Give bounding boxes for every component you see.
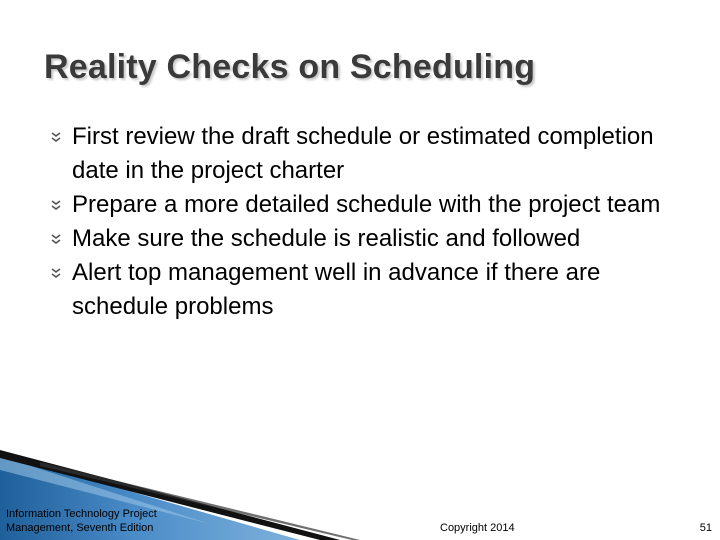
footer-source: Information Technology Project Management, Seventh Edition: [6, 508, 157, 534]
bullet-item: [50, 222, 690, 256]
slide-title: Reality Checks on Scheduling: [44, 48, 536, 86]
bullet-item: [50, 256, 690, 324]
scroll-bullet-icon: [50, 131, 62, 143]
bullet-text: Prepare a more detailed schedule with the project team: [72, 191, 661, 218]
scroll-bullet-icon: [50, 267, 62, 279]
bullet-text: First review the draft schedule or estimated completion date in the project charter: [72, 123, 654, 184]
bullet-text: Make sure the schedule is realistic and followed: [72, 225, 581, 252]
bullet-item: [50, 120, 690, 188]
bullet-item: [50, 188, 690, 222]
footer-copyright: Copyright 2014: [440, 522, 515, 534]
page-number: 51: [699, 522, 712, 534]
bullet-text: Alert top management well in advance if there are schedule problems: [72, 259, 601, 320]
scroll-bullet-icon: [50, 233, 62, 245]
bullet-list: [50, 120, 690, 324]
scroll-bullet-icon: [50, 199, 62, 211]
